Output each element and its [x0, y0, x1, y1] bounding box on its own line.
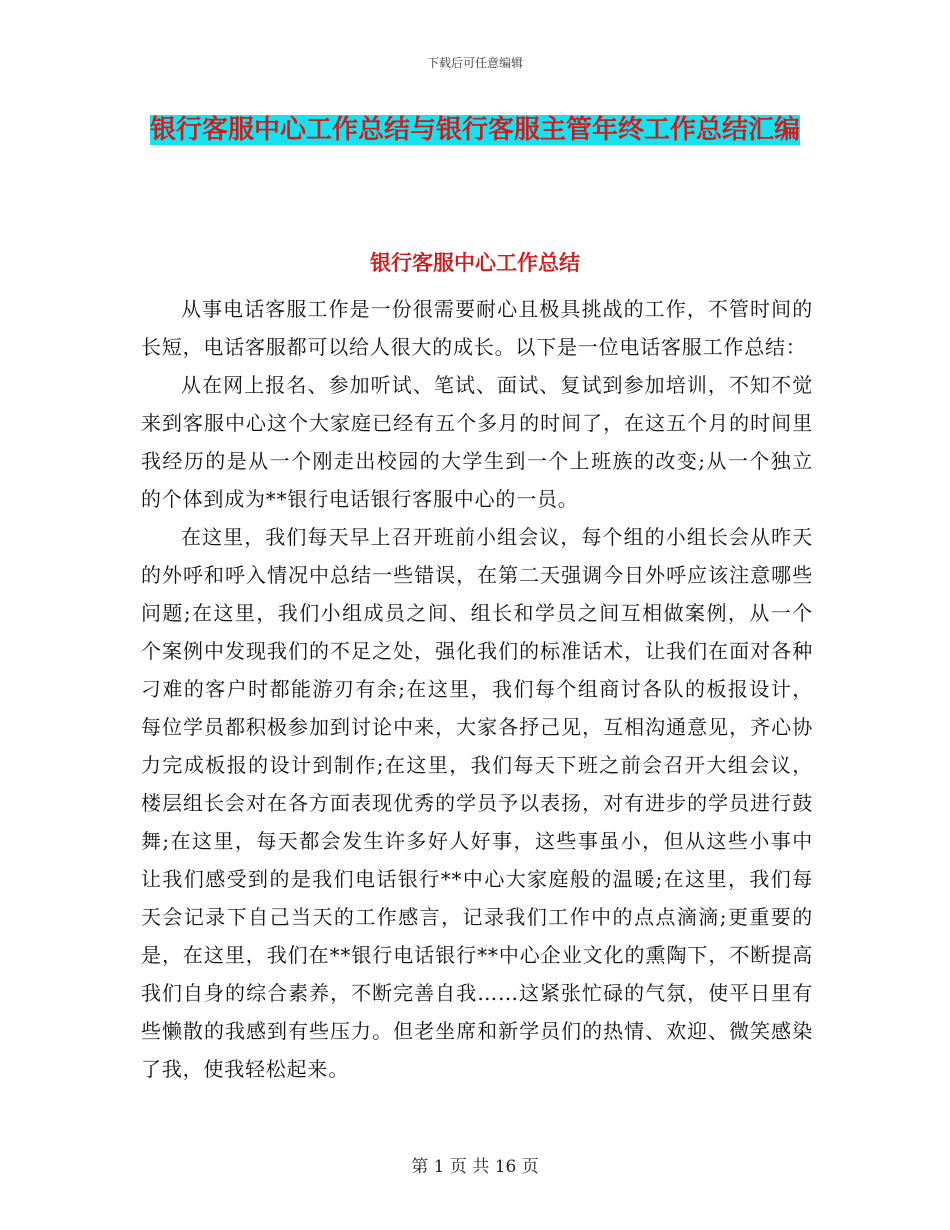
section-title: 银行客服中心工作总结 [370, 251, 580, 275]
document-title [130, 108, 820, 152]
header-note: 下载后可任意编辑 [426, 56, 523, 70]
page-number-footer: 第 1 页 共 16 页 [411, 1157, 539, 1177]
paragraph: 在这里，我们每天早上召开班前小组会议，每个组的小组长会从昨天的外呼和呼入情况中总结一些错误，在第二天强调今日外呼应该注意哪些问题;在这里，我们小组成员之间、组长和学员之间互相做案例，从一个个案例中发现我们的不足之处，强化我们的标准话术，让我们在面对各种刁难的客户时都能游刃有余;在这里，我们每个组商讨各队的板报设计，每位学员都积极参加到讨论中来，大家各抒己见，互相沟通意见，齐心协力完成板报的设计到制作;在这里，我们每天下班之前会召开大组会议，楼层组长会对在各方面表现优秀的学员予以表扬，对有进步的学员进行鼓舞;在这里，每天都会发生许多好人好事，这些事虽小，但从这些小事中让我们感受到的是我们电话银行**中心大家庭般的温暖;在这里，我们每天会记录下自己当天的工作感言，记录我们工作中的点点滴滴;更重要的是，在这里，我们在**银行电话银行**中心企业文化的熏陶下，不断提高我们自身的综合素养，不断完善自我……这紧张忙碌的气氛，使平日里有些懒散的我感到有些压力。但老坐席和新学员们的热情、欢迎、微笑感染了我，使我轻松起来。 [141, 525, 813, 1081]
document-body [141, 290, 813, 1088]
paragraph: 从在网上报名、参加听试、笔试、面试、复试到参加培训，不知不觉来到客服中心这个大家庭已经有五个多月的时间了，在这五个月的时间里我经历的是从一个刚走出校园的大学生到一个上班族的改变;从一个独立的个体到成为**银行电话银行客服中心的一员。 [141, 373, 813, 511]
document-title-text: 银行客服中心工作总结与银行客服主管年终工作总结汇编 [149, 115, 800, 145]
paragraph: 从事电话客服工作是一份很需要耐心且极具挑战的工作，不管时间的长短，电话客服都可以给人很大的成长。以下是一位电话客服工作总结： [141, 297, 813, 359]
